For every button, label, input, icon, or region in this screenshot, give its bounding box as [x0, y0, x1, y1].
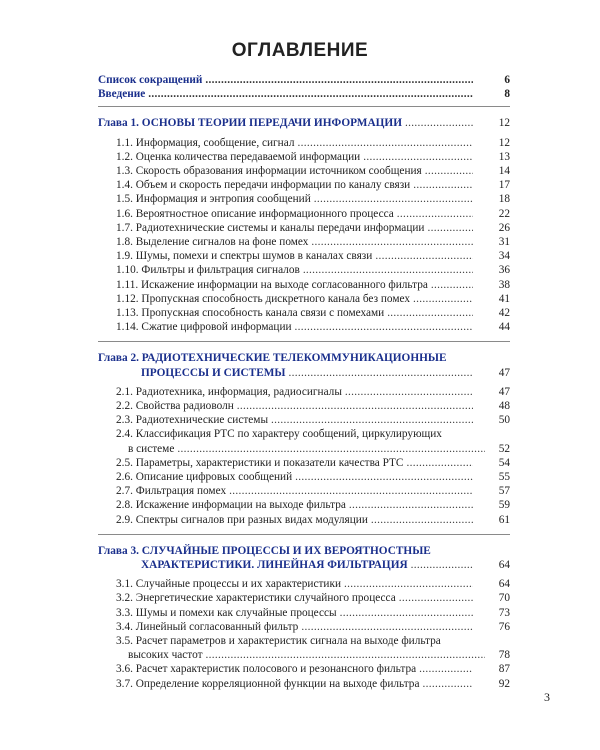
front-matter-item — [98, 73, 510, 87]
section-item-page: 14 — [498, 165, 510, 177]
front-matter-item-text — [98, 87, 473, 101]
section-item-title: 3.1. Случайные процессы и их характеристики — [116, 578, 342, 591]
chapter-heading-page: 12 — [498, 117, 510, 130]
section-item-title: 3.2. Энергетические характеристики случайного процесса — [116, 592, 396, 605]
chapter-heading-text — [141, 558, 473, 572]
chapter-divider — [98, 534, 510, 535]
section-item-text — [116, 221, 473, 235]
section-item-text — [116, 413, 473, 427]
section-item — [98, 263, 510, 277]
section-item — [98, 498, 510, 512]
section-item — [98, 192, 510, 206]
section-item — [98, 456, 510, 470]
section-item — [98, 577, 510, 591]
chapter-label: Глава 2. — [98, 352, 142, 365]
section-item-text — [116, 385, 473, 399]
section-item-page: 73 — [498, 606, 510, 619]
section-item-title: 3.7. Определение корреляционной функции на выходе фильтра — [116, 677, 420, 690]
section-item-page: 22 — [498, 207, 510, 220]
section-item-title: 3.4. Линейный согласованный фильтр — [116, 620, 299, 633]
section-item — [98, 470, 510, 484]
chapter-heading — [98, 558, 510, 572]
section-item-title: 1.14. Сжатие цифровой информации — [116, 321, 292, 334]
section-item — [98, 385, 510, 399]
section-item-title: 2.7. Фильтрация помех — [116, 485, 227, 498]
section-item-title: 1.12. Пропускная способность дискретного канала без помех — [116, 292, 411, 305]
section-item-text — [116, 192, 473, 206]
chapter-divider — [98, 341, 510, 342]
chapter-heading-title: ХАРАКТЕРИСТИКИ. ЛИНЕЙНАЯ ФИЛЬТРАЦИЯ — [141, 559, 408, 571]
section-item-title: 3.3. Шумы и помехи как случайные процессы — [116, 606, 337, 619]
chapter-heading-text — [98, 116, 473, 130]
section-item-page: 76 — [498, 620, 510, 633]
section-item-title: 2.2. Свойства радиоволн — [116, 400, 234, 412]
section-item-title: 1.5. Информация и энтропия сообщений — [116, 193, 311, 206]
section-item-title: 3.5. Расчет параметров и характеристик сигнала на выходе фильтра — [116, 635, 441, 647]
section-item-title: 1.10. Фильтры и фильтрация сигналов — [116, 264, 300, 277]
chapter-heading-page: 64 — [498, 559, 510, 571]
section-item-text — [116, 634, 473, 648]
section-item-page: 64 — [498, 578, 510, 591]
section-item-page: 36 — [498, 264, 510, 277]
section-item — [98, 178, 510, 192]
chapter-divider — [98, 106, 510, 107]
page-title: ОГЛАВЛЕНИЕ — [231, 40, 369, 61]
section-item-title: 2.4. Классификация РТС по характеру сообщений, циркулирующих — [116, 428, 442, 441]
section-item-text — [116, 249, 473, 263]
section-item-title: 2.1. Радиотехника, информация, радиосигналы — [116, 385, 342, 398]
section-item-text — [116, 292, 473, 306]
front-matter-item-text — [98, 73, 473, 87]
section-item-text — [116, 484, 473, 498]
section-item-page: 78 — [498, 649, 510, 662]
section-item-page: 87 — [498, 663, 510, 676]
section-item-page: 34 — [498, 250, 510, 263]
chapter-label: Глава 1. — [98, 117, 142, 130]
section-item-text — [116, 498, 473, 512]
section-item-text — [116, 591, 473, 605]
section-item — [98, 620, 510, 634]
chapter-heading-page: 47 — [498, 366, 510, 379]
section-item — [98, 150, 510, 164]
chapter-heading-text — [98, 351, 473, 365]
chapter-heading — [98, 116, 510, 130]
section-item-title: 1.1. Информация, сообщение, сигнал — [116, 136, 295, 149]
chapter-heading-text — [141, 366, 473, 380]
section-item — [98, 278, 510, 292]
section-item-title: 3.6. Расчет характеристик полосового и резонансного фильтра — [116, 663, 417, 676]
section-item — [98, 648, 510, 662]
section-item-page: 61 — [498, 513, 510, 526]
section-item-text — [116, 235, 473, 249]
section-item-page: 18 — [498, 193, 510, 206]
section-item-page: 70 — [498, 592, 510, 605]
section-item — [98, 427, 510, 441]
section-item-text — [116, 320, 473, 334]
section-item-text — [116, 470, 473, 484]
section-item-title: 1.2. Оценка количества передаваемой информации — [116, 150, 361, 163]
section-item-title: 1.4. Объем и скорость передачи информации по каналу связи — [116, 179, 411, 192]
section-item — [98, 292, 510, 306]
section-item — [98, 399, 510, 413]
section-item-page: 13 — [498, 150, 510, 163]
section-item-page: 38 — [498, 278, 510, 291]
section-item — [98, 606, 510, 620]
section-item-title: 1.11. Искажение информации на выходе согласованного фильтра — [116, 278, 428, 291]
section-item-text — [116, 606, 473, 620]
front-matter-item-title: Список сокращений — [98, 74, 203, 86]
section-item-text — [116, 620, 473, 634]
front-matter-item-page: 8 — [504, 88, 510, 101]
section-item-page: 54 — [498, 456, 510, 469]
section-item-page: 12 — [498, 136, 510, 149]
section-item-text — [128, 648, 485, 662]
section-item-page: 57 — [498, 485, 510, 498]
chapter-heading-title: ОСНОВЫ ТЕОРИИ ПЕРЕДАЧИ ИНФОРМАЦИИ — [141, 117, 402, 130]
section-item-page: 50 — [498, 414, 510, 427]
chapter-heading — [98, 544, 510, 558]
section-item-text — [116, 662, 473, 676]
section-item-title: 2.8. Искажение информации на выходе фильтра — [116, 499, 346, 512]
chapter-heading-text — [98, 544, 473, 558]
section-item-title: высоких частот — [128, 649, 203, 662]
section-item-title: 1.6. Вероятностное описание информационного процесса — [116, 207, 394, 220]
section-item-text — [116, 677, 473, 691]
front-matter-item — [98, 87, 510, 101]
section-item-page: 17 — [498, 179, 510, 192]
section-item-title: 1.8. Выделение сигналов на фоне помех — [116, 236, 309, 248]
section-item — [98, 442, 510, 456]
section-item-page: 48 — [498, 400, 510, 412]
section-item-text — [116, 306, 473, 320]
section-item-title: 2.5. Параметры, характеристики и показатели качества РТС — [116, 456, 404, 469]
section-item-title: 1.3. Скорость образования информации источником сообщения — [116, 165, 422, 177]
section-item-title: 2.3. Радиотехнические системы — [116, 414, 269, 427]
section-item — [98, 249, 510, 263]
section-item-page: 26 — [498, 221, 510, 234]
section-item-text — [116, 136, 473, 150]
section-item-page: 92 — [498, 677, 510, 690]
section-item-text — [116, 456, 473, 470]
section-item-text — [116, 207, 473, 221]
section-item-page: 42 — [498, 307, 510, 319]
section-item — [98, 413, 510, 427]
section-item — [98, 662, 510, 676]
section-item-page: 55 — [498, 471, 510, 483]
section-item-title: 1.7. Радиотехнические системы и каналы передачи информации — [116, 221, 425, 234]
section-item-text — [116, 278, 473, 292]
section-item-text — [116, 150, 473, 164]
chapter-label: Глава 3. — [98, 544, 142, 557]
chapter-heading-title: ПРОЦЕССЫ И СИСТЕМЫ — [141, 366, 286, 379]
front-matter-item-title: Введение — [98, 88, 146, 101]
section-item-text — [116, 513, 473, 527]
section-item-text — [116, 427, 473, 441]
section-item-page: 59 — [498, 499, 510, 512]
section-item — [98, 136, 510, 150]
chapter-heading — [98, 351, 510, 365]
section-item-title: в системе — [128, 442, 175, 455]
section-item-text — [116, 263, 473, 277]
section-item-title: 2.9. Спектры сигналов при разных видах модуляции — [116, 513, 368, 526]
section-item — [98, 320, 510, 334]
section-item — [98, 221, 510, 235]
section-item-page: 52 — [498, 442, 510, 455]
page-number: 3 — [544, 690, 550, 704]
front-matter-item-page: 6 — [504, 74, 510, 86]
section-item-text — [128, 442, 485, 456]
section-item-page: 44 — [498, 321, 510, 334]
section-item — [98, 306, 510, 320]
section-item-page: 31 — [498, 236, 510, 248]
chapter-heading-title: РАДИОТЕХНИЧЕСКИЕ ТЕЛЕКОММУНИКАЦИОННЫЕ — [141, 352, 447, 365]
section-item — [98, 591, 510, 605]
chapter-heading-title: СЛУЧАЙНЫЕ ПРОЦЕССЫ И ИХ ВЕРОЯТНОСТНЫЕ — [141, 544, 431, 557]
section-item — [98, 634, 510, 648]
section-item-text — [116, 178, 473, 192]
section-item — [98, 484, 510, 498]
section-item — [98, 164, 510, 178]
section-item-title: 1.13. Пропускная способность канала связи с помехами — [116, 307, 385, 319]
section-item-page: 47 — [498, 385, 510, 398]
section-item — [98, 235, 510, 249]
section-item — [98, 677, 510, 691]
section-item-title: 1.9. Шумы, помехи и спектры шумов в каналах связи — [116, 250, 373, 263]
section-item — [98, 513, 510, 527]
section-item-page: 41 — [498, 292, 510, 305]
section-item-text — [116, 164, 473, 178]
section-item-title: 2.6. Описание цифровых сообщений — [116, 471, 293, 483]
chapter-heading — [98, 366, 510, 380]
section-item — [98, 207, 510, 221]
section-item-text — [116, 399, 473, 413]
section-item-text — [116, 577, 473, 591]
